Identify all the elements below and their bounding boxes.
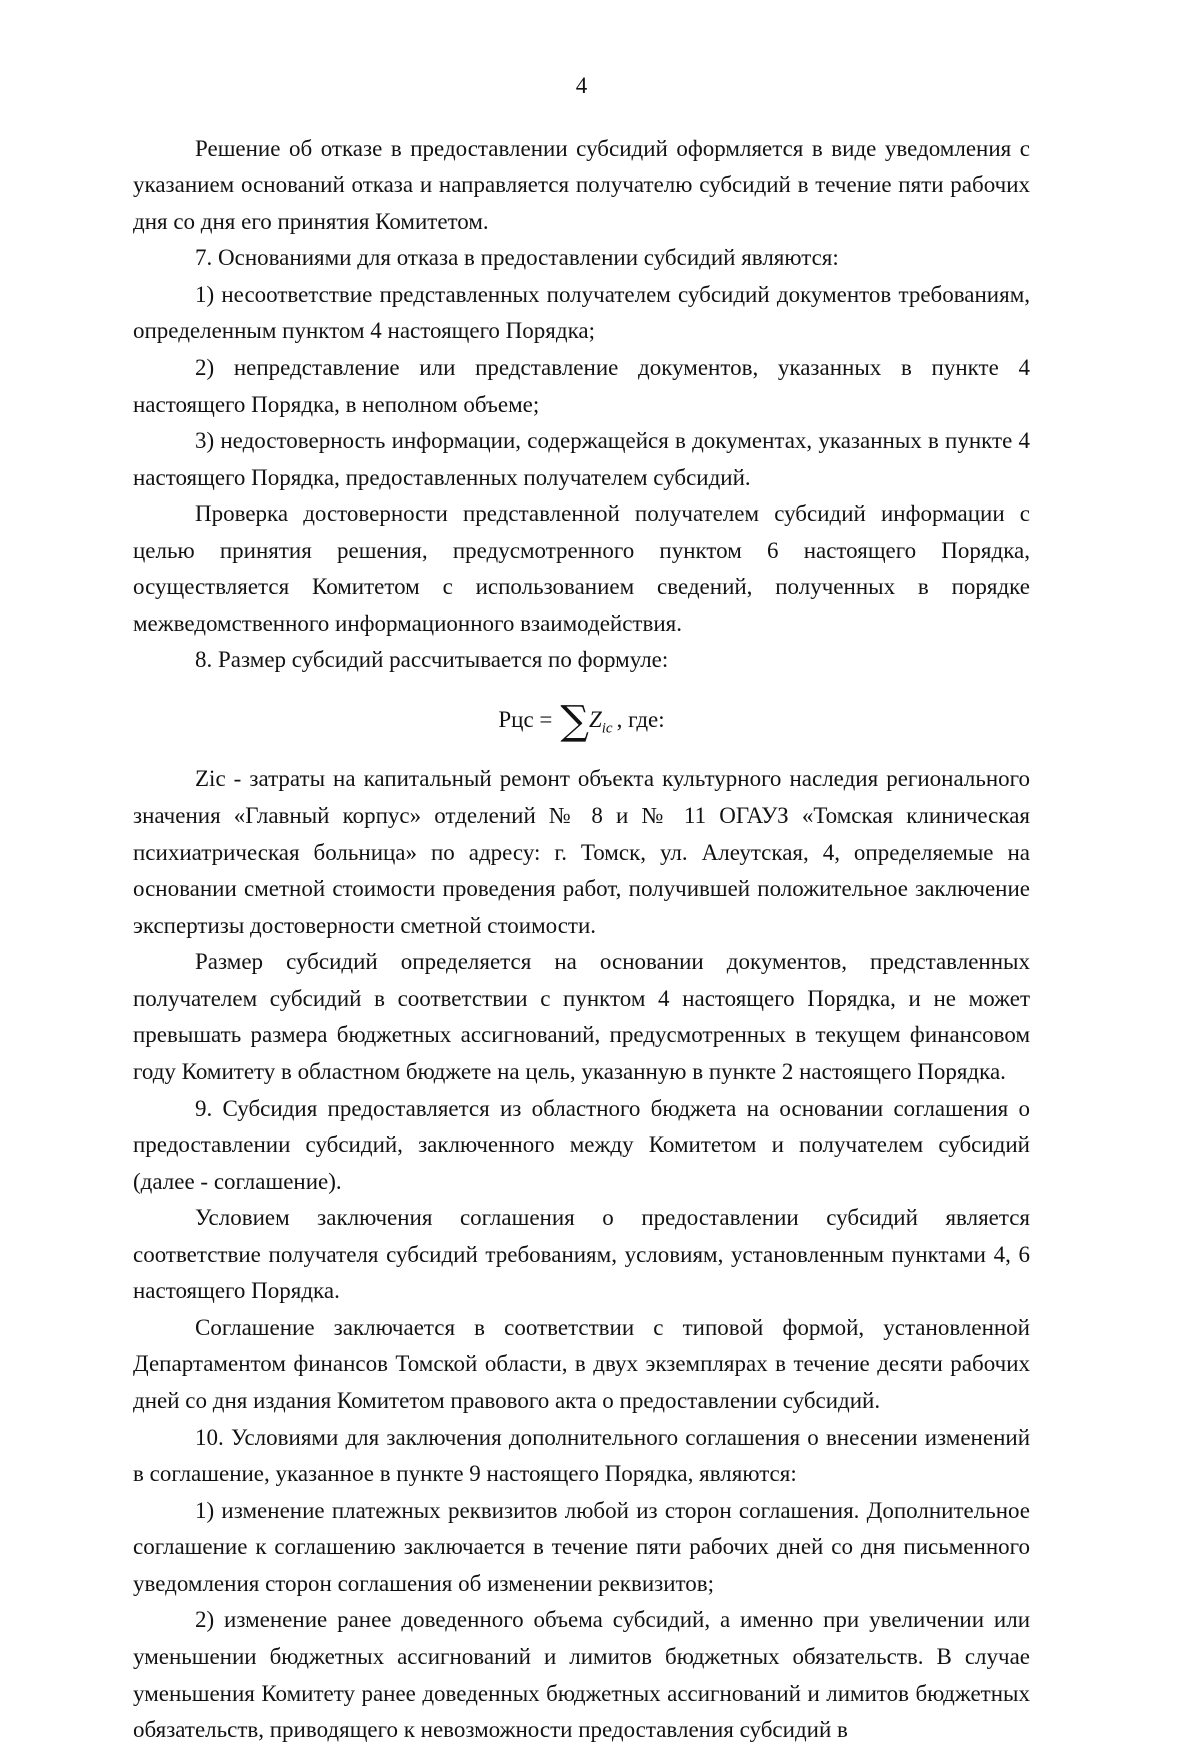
formula-tail: , где: — [616, 707, 665, 732]
formula-variable: Z — [588, 707, 602, 732]
paragraph: Размер субсидий определяется на основании документов, представленных получателем субсидий в соответствии с пунктом 4 настоящего Порядка, и не может превышать размера бюджетных ассигнований, предусмотренных в текущем финансовом году Комитету в областном бюджете на цель, указанную в пункте 2 настоящего Порядка. — [133, 949, 1030, 1084]
formula-subscript: ic — [601, 720, 613, 737]
paragraph: 7. Основаниями для отказа в предоставлении субсидий являются: — [195, 245, 839, 271]
paragraph: Zic - затраты на капитальный ремонт объекта культурного наследия регионального значения «Главный корпус» отделений № 8 и № 11 ОГАУЗ «Томская клиническая психиатрическая больница» по адресу: г. Томск, ул. Алеутская, 4, определяемые на основании сметной стоимости проведения работ, получившей положительное заключение экспертизы достоверности сметной стоимости. — [133, 766, 1030, 938]
paragraph: Условием заключения соглашения о предоставлении субсидий является соответствие получателя субсидий требованиям, условиям, установленным пунктами 4, 6 настоящего Порядка. — [133, 1205, 1030, 1304]
paragraph: Соглашение заключается в соответствии с типовой формой, установленной Департаментом финансов Томской области, в двух экземплярах в течение десяти рабочих дней со дня издания Комитетом правового акта о предоставлении субсидий. — [133, 1314, 1030, 1413]
paragraph: 10. Условиями для заключения дополнительного соглашения о внесении изменений в соглашение, указанное в пункте 9 настоящего Порядка, являются: — [133, 1424, 1030, 1487]
paragraph: Проверка достоверности представленной получателем субсидий информации с целью принятия решения, предусмотренного пунктом 6 настоящего Порядка, осуществляется Комитетом с использованием сведений, полученных в порядке межведомственного информационного взаимодействия. — [133, 501, 1030, 636]
formula-lhs: Рцс = — [498, 707, 553, 732]
paragraph: 3) недостоверность информации, содержащейся в документах, указанных в пункте 4 настоящего Порядка, предоставленных получателем субсидий. — [133, 428, 1030, 490]
paragraph: 2) изменение ранее доведенного объема субсидий, а именно при увеличении или уменьшении бюджетных ассигнований и лимитов бюджетных обязательств. В случае уменьшения Комитету ранее доведенных бюджетных ассигнований и лимитов бюджетных обязательств, приводящего к невозможности предоставления субсидий в — [133, 1607, 1030, 1743]
paragraph: 9. Субсидия предоставляется из областного бюджета на основании соглашения о предоставлении субсидий, заключенного между Комитетом и получателем субсидий (далее - соглашение). — [133, 1095, 1030, 1194]
page-number: 4 — [575, 73, 588, 98]
summation-symbol: ∑ — [560, 698, 589, 744]
paragraph: 2) непредставление или представление документов, указанных в пункте 4 настоящего Порядка, в неполном объеме; — [133, 354, 1030, 417]
paragraph: 1) несоответствие представленных получателем субсидий документов требованиям, определенным пунктом 4 настоящего Порядка; — [133, 281, 1030, 344]
paragraph: 8. Размер субсидий рассчитывается по формуле: — [195, 647, 669, 673]
formula — [133, 698, 1030, 744]
paragraph: 1) изменение платежных реквизитов любой из сторон соглашения. Дополнительное соглашение к соглашению заключается в течение пяти рабочих дней со дня письменного уведомления сторон соглашения об изменении реквизитов; — [133, 1497, 1030, 1596]
paragraph: Решение об отказе в предоставлении субсидий оформляется в виде уведомления с указанием оснований отказа и направляется получателю субсидий в течение пяти рабочих дня со дня его принятия Комитетом. — [133, 135, 1030, 234]
